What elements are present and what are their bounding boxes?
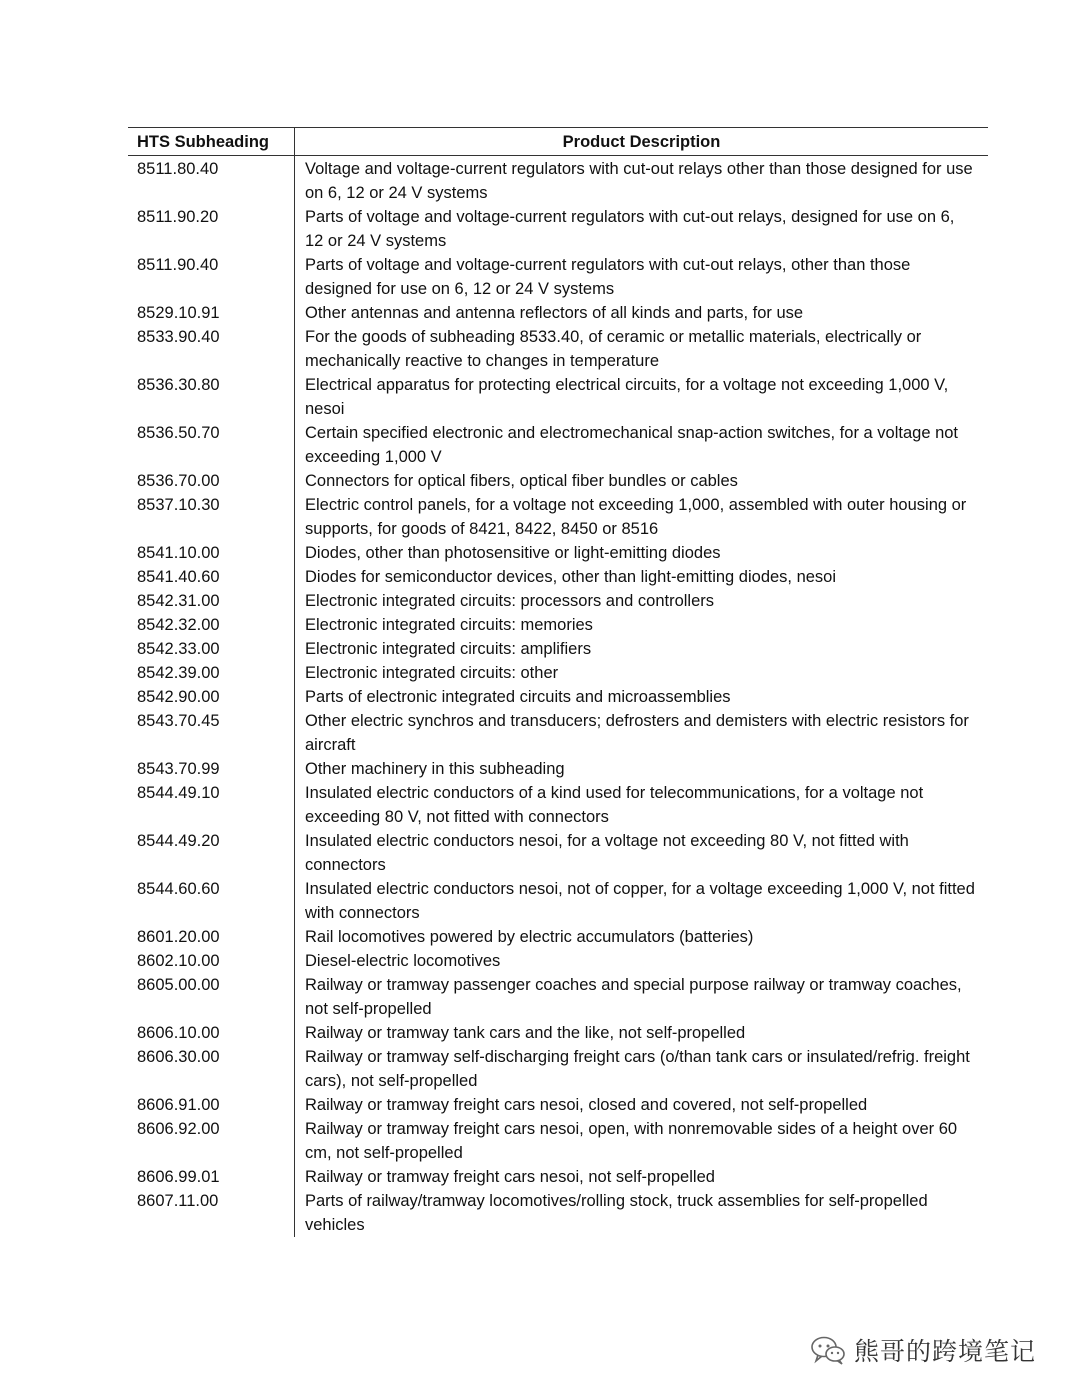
product-description-cell: Diesel-electric locomotives [305,952,501,970]
table-row [128,781,988,829]
table-row [128,709,988,757]
hts-code-cell: 8533.90.40 [128,325,295,373]
table-row [128,829,988,877]
table-row [128,613,988,637]
watermark [810,1332,1036,1368]
table-row [128,973,988,1021]
product-description-cell: Insulated electric conductors nesoi, not of copper, for a voltage exceeding 1,000 V, not fitted with connectors [305,880,975,922]
hts-code-cell: 8542.31.00 [128,589,295,613]
hts-code-cell: 8536.70.00 [128,469,295,493]
table-row [128,757,988,781]
table-row [128,589,988,613]
hts-code-cell: 8541.10.00 [128,541,295,565]
table-row [128,373,988,421]
hts-table [128,127,988,1237]
table-row [128,421,988,469]
hts-code-cell: 8606.91.00 [128,1093,295,1117]
table-row [128,156,988,206]
table-row [128,469,988,493]
product-description-cell: Diodes, other than photosensitive or light-emitting diodes [305,544,721,562]
hts-code-cell: 8606.92.00 [128,1117,295,1165]
product-description-cell: Other machinery in this subheading [305,760,565,778]
product-description-cell: Parts of voltage and voltage-current regulators with cut-out relays, other than those designed for use on 6, 12 or 24 V systems [305,256,911,298]
product-description-cell: Electronic integrated circuits: amplifiers [305,640,592,658]
product-description-cell: For the goods of subheading 8533.40, of ceramic or metallic materials, electrically or mechanically reactive to changes in temperature [305,328,922,370]
hts-code-cell: 8602.10.00 [128,949,295,973]
product-description-cell: Insulated electric conductors of a kind used for telecommunications, for a voltage not exceeding 80 V, not fitted with connectors [305,784,924,826]
table-row [128,1093,988,1117]
hts-code-cell: 8543.70.45 [128,709,295,757]
product-description-cell: Connectors for optical fibers, optical fiber bundles or cables [305,472,738,490]
table-row [128,1021,988,1045]
hts-code-cell: 8541.40.60 [128,565,295,589]
product-description-cell: Insulated electric conductors nesoi, for a voltage not exceeding 80 V, not fitted with connectors [305,832,909,874]
hts-code-cell: 8542.33.00 [128,637,295,661]
table-header-row [128,128,988,156]
hts-code-cell: 8544.49.10 [128,781,295,829]
table-row [128,493,988,541]
product-description-cell: Electric control panels, for a voltage not exceeding 1,000, assembled with outer housing or supports, for goods of 8421, 8422, 8450 or 8516 [305,496,967,538]
header-hts-subheading: HTS Subheading [128,128,295,156]
hts-code-cell: 8536.50.70 [128,421,295,469]
hts-code-cell: 8606.30.00 [128,1045,295,1093]
hts-code-cell: 8511.90.20 [128,205,295,253]
wechat-logo-icon [810,1335,846,1365]
table-row [128,877,988,925]
header-product-description: Product Description [295,128,989,156]
hts-code-cell: 8601.20.00 [128,925,295,949]
table-row [128,685,988,709]
hts-code-cell: 8542.90.00 [128,685,295,709]
product-description-cell: Electronic integrated circuits: memories [305,616,593,634]
product-description-cell: Diodes for semiconductor devices, other than light-emitting diodes, nesoi [305,568,837,586]
table-row [128,253,988,301]
table-row [128,325,988,373]
table-row [128,565,988,589]
product-description-cell: Certain specified electronic and electromechanical snap-action switches, for a voltage not exceeding 1,000 V [305,424,959,466]
table-row [128,1165,988,1189]
hts-code-cell: 8536.30.80 [128,373,295,421]
table-row [128,205,988,253]
table-row [128,541,988,565]
product-description-cell: Electrical apparatus for protecting electrical circuits, for a voltage not exceeding 1,000 V, nesoi [305,376,949,418]
product-description-cell: Parts of railway/tramway locomotives/rolling stock, truck assemblies for self-propelled vehicles [305,1192,928,1234]
product-description-cell: Railway or tramway passenger coaches and special purpose railway or tramway coaches, not self-propelled [305,976,962,1018]
table-row [128,949,988,973]
hts-code-cell: 8544.60.60 [128,877,295,925]
hts-code-cell: 8542.32.00 [128,613,295,637]
hts-code-cell: 8542.39.00 [128,661,295,685]
product-description-cell: Parts of voltage and voltage-current regulators with cut-out relays, designed for use on 6, 12 or 24 V systems [305,208,955,250]
product-description-cell: Railway or tramway freight cars nesoi, open, with nonremovable sides of a height over 60 cm, not self-propelled [305,1120,958,1162]
product-description-cell: Railway or tramway tank cars and the like, not self-propelled [305,1024,746,1042]
product-description-cell: Railway or tramway freight cars nesoi, closed and covered, not self-propelled [305,1096,868,1114]
table-row [128,637,988,661]
product-description-cell: Railway or tramway self-discharging freight cars (o/than tank cars or insulated/refrig. freight cars), not self-propelled [305,1048,970,1090]
watermark-text: 熊哥的跨境笔记 [854,1337,1037,1366]
table-row [128,1045,988,1093]
hts-code-cell: 8606.99.01 [128,1165,295,1189]
hts-code-cell: 8529.10.91 [128,301,295,325]
product-description-cell: Other electric synchros and transducers; defrosters and demisters with electric resistors for aircraft [305,712,969,754]
product-description-cell: Other antennas and antenna reflectors of all kinds and parts, for use [305,304,804,322]
hts-code-cell: 8606.10.00 [128,1021,295,1045]
table-row [128,1189,988,1237]
product-description-cell: Rail locomotives powered by electric accumulators (batteries) [305,928,754,946]
table-row [128,301,988,325]
table-row [128,1117,988,1165]
table-body [128,156,988,1238]
hts-code-cell: 8511.90.40 [128,253,295,301]
product-description-cell: Railway or tramway freight cars nesoi, not self-propelled [305,1168,715,1186]
product-description-cell: Electronic integrated circuits: processors and controllers [305,592,715,610]
hts-code-cell: 8605.00.00 [128,973,295,1021]
hts-code-cell: 8543.70.99 [128,757,295,781]
table-row [128,925,988,949]
hts-code-cell: 8537.10.30 [128,493,295,541]
hts-code-cell: 8544.49.20 [128,829,295,877]
product-description-cell: Electronic integrated circuits: other [305,664,559,682]
product-description-cell: Voltage and voltage-current regulators with cut-out relays other than those designed for use on 6, 12 or 24 V systems [305,160,973,202]
hts-code-cell: 8607.11.00 [128,1189,295,1237]
table-row [128,661,988,685]
hts-code-cell: 8511.80.40 [128,156,295,206]
product-description-cell: Parts of electronic integrated circuits and microassemblies [305,688,731,706]
